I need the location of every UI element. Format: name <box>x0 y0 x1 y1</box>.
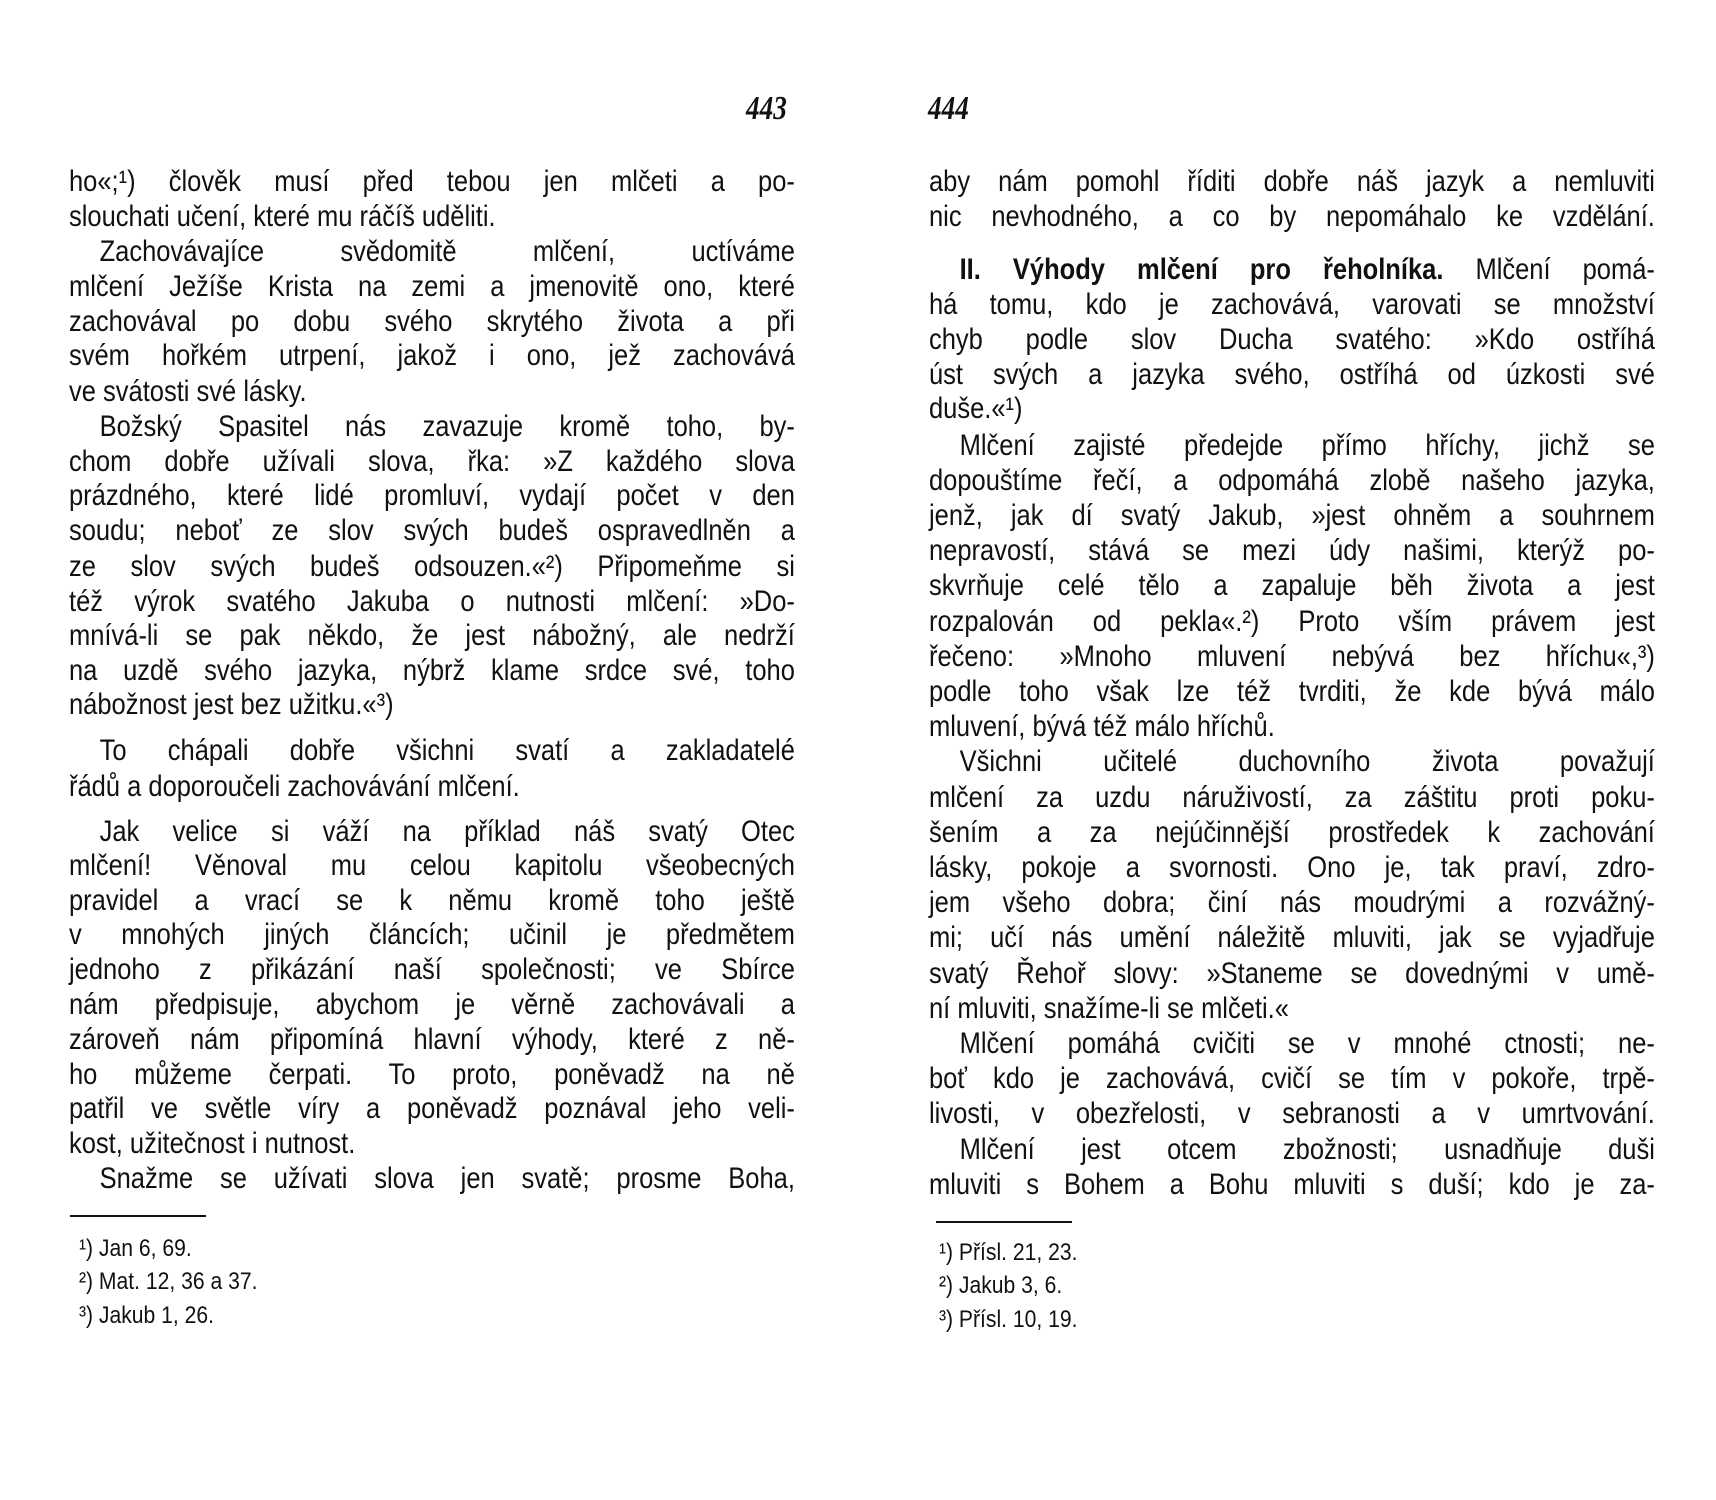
text-line: mlčení za uzdu náruživostí, za záštitu proti poku- <box>929 781 1655 814</box>
text-line: Jak velice si váží na příklad náš svatý Otec <box>99 815 795 848</box>
text-line: nic nevhodného, a co by nepomáhalo ke vzdělání. <box>929 200 1655 233</box>
text-line: Mlčení jest otcem zbožnosti; usnadňuje duši <box>959 1133 1655 1166</box>
text-line: soudu; neboť ze slov svých budeš ospravedlněn a <box>69 514 795 547</box>
text-line: v mnohých jiných článcích; učinil je předmětem <box>69 918 795 951</box>
text-line: mluvení, bývá též málo hříchů. <box>929 710 1275 743</box>
text-line: nám předpisuje, abychom je věrně zachovávali a <box>69 988 795 1021</box>
text-line: ve svátosti své lásky. <box>69 375 307 408</box>
footnote: ³) Přísl. 10, 19. <box>939 1306 1078 1333</box>
text-line: podle toho však lze též tvrditi, že kde bývá málo <box>929 675 1655 708</box>
text-line <box>929 252 1655 288</box>
page-number-right: 444 <box>928 90 969 127</box>
text-line: há tomu, kdo je zachovává, varovati se množství <box>929 288 1655 321</box>
footnote-rule-left <box>70 1215 206 1217</box>
text-line: Zachovávajíce svědomitě mlčení, uctíváme <box>99 235 795 268</box>
text-line: mlčení Ježíše Krista na zemi a jmenovitě ono, které <box>69 270 795 303</box>
text-line: na uzdě svého jazyka, nýbrž klame srdce své, toho <box>69 654 795 687</box>
text-line: Božský Spasitel nás zavazuje kromě toho, by- <box>99 410 795 443</box>
section-heading: II. Výhody mlčení pro řeholníka. <box>959 253 1444 286</box>
text-line: kost, užitečnost i nutnost. <box>69 1127 356 1160</box>
text-line: aby nám pomohl říditi dobře náš jazyk a nemluviti <box>929 165 1655 198</box>
text-line: nábožnost jest bez užitku.«³) <box>69 688 394 721</box>
text-line: skvrňuje celé tělo a zapaluje běh života a jest <box>929 569 1655 602</box>
text-line: mluviti s Bohem a Bohu mluviti s duší; kdo je za- <box>929 1168 1655 1201</box>
footnote: ²) Jakub 3, 6. <box>939 1272 1063 1299</box>
text-line-rest: Mlčení pomá- <box>1443 253 1655 286</box>
text-line: mi; učí nás umění náležitě mluviti, jak se vyjadřuje <box>929 921 1655 954</box>
text-line: řádů a doporoučeli zachovávání mlčení. <box>69 770 520 803</box>
text-line: ze slov svých budeš odsouzen.«²) Připomeňme si <box>69 550 795 583</box>
text-line: lásky, pokoje a svornosti. Ono je, tak praví, zdro- <box>929 851 1655 884</box>
text-line: To chápali dobře všichni svatí a zakladatelé <box>99 734 795 767</box>
text-line: svém hořkém utrpení, jakož i ono, jež zachovává <box>69 339 795 372</box>
text-line: prázdného, které lidé promluví, vydají počet v den <box>69 479 795 512</box>
footnote: ²) Mat. 12, 36 a 37. <box>79 1268 258 1295</box>
text-line: dopouštíme řečí, a odpomáhá zlobě našeho jazyka, <box>929 464 1655 497</box>
text-line: šením a za nejúčinnější prostředek k zachování <box>929 816 1655 849</box>
text-line: slouchati učení, které mu ráčíš uděliti. <box>69 200 496 233</box>
text-line: též výrok svatého Jakuba o nutnosti mlčení: »Do- <box>69 585 795 618</box>
text-line: Všichni učitelé duchovního života považují <box>959 745 1655 778</box>
text-line: mlčení! Věnoval mu celou kapitolu všeobecných <box>69 849 795 882</box>
text-line: ho můžeme čerpati. To proto, poněvadž na ně <box>69 1058 795 1091</box>
text-line: Mlčení pomáhá cvičiti se v mnohé ctnosti; ne- <box>959 1027 1655 1060</box>
text-line: jednoho z přikázání naší společnosti; ve Sbírce <box>69 953 795 986</box>
text-line: mnívá-li se pak někdo, že jest nábožný, ale nedrží <box>69 619 795 652</box>
text-line: Mlčení zajisté předejde přímo hříchy, jichž se <box>959 429 1655 462</box>
text-line: chyb podle slov Ducha svatého: »Kdo ostříhá <box>929 323 1655 356</box>
text-line: livosti, v obezřelosti, v sebranosti a v umrtvování. <box>929 1097 1655 1130</box>
text-line: svatý Řehoř slovy: »Staneme se dovednými v umě- <box>929 957 1655 990</box>
text-line: rozpalován od pekla«.²) Proto vším právem jest <box>929 605 1655 638</box>
footnote: ¹) Přísl. 21, 23. <box>939 1239 1078 1266</box>
text-line: jem všeho dobra; činí nás moudrými a rozvážný- <box>929 886 1655 919</box>
footnote: ³) Jakub 1, 26. <box>79 1302 215 1329</box>
text-line: patřil ve světle víry a poněvadž poznával jeho veli- <box>69 1092 795 1125</box>
text-line: Snažme se užívati slova jen svatě; prosme Boha, <box>99 1162 795 1195</box>
text-line: chom dobře užívali slova, řka: »Z každého slova <box>69 445 795 478</box>
text-line: jenž, jak dí svatý Jakub, »jest ohněm a souhrnem <box>929 499 1655 532</box>
footnote: ¹) Jan 6, 69. <box>79 1235 192 1262</box>
text-line: ho«;¹) člověk musí před tebou jen mlčeti a po- <box>69 165 795 198</box>
text-line: nepravostí, stává se mezi údy našimi, kterýž po- <box>929 534 1655 567</box>
text-line: zachovával po dobu svého skrytého života a při <box>69 305 795 338</box>
text-line: úst svých a jazyka svého, ostříhá od úzkosti své <box>929 358 1655 391</box>
text-line: pravidel a vrací se k němu kromě toho ještě <box>69 884 795 917</box>
text-line: duše.«¹) <box>929 392 1023 425</box>
text-line: boť kdo je zachovává, cvičí se tím v pokoře, trpě- <box>929 1062 1655 1095</box>
text-line: řečeno: »Mnoho mluvení nebývá bez hříchu«,³) <box>929 640 1655 673</box>
footnote-rule-right <box>936 1221 1072 1223</box>
page-number-left: 443 <box>746 90 787 127</box>
text-line: zároveň nám připomíná hlavní výhody, které z ně- <box>69 1023 795 1056</box>
text-line: ní mluviti, snažíme-li se mlčeti.« <box>929 992 1289 1025</box>
